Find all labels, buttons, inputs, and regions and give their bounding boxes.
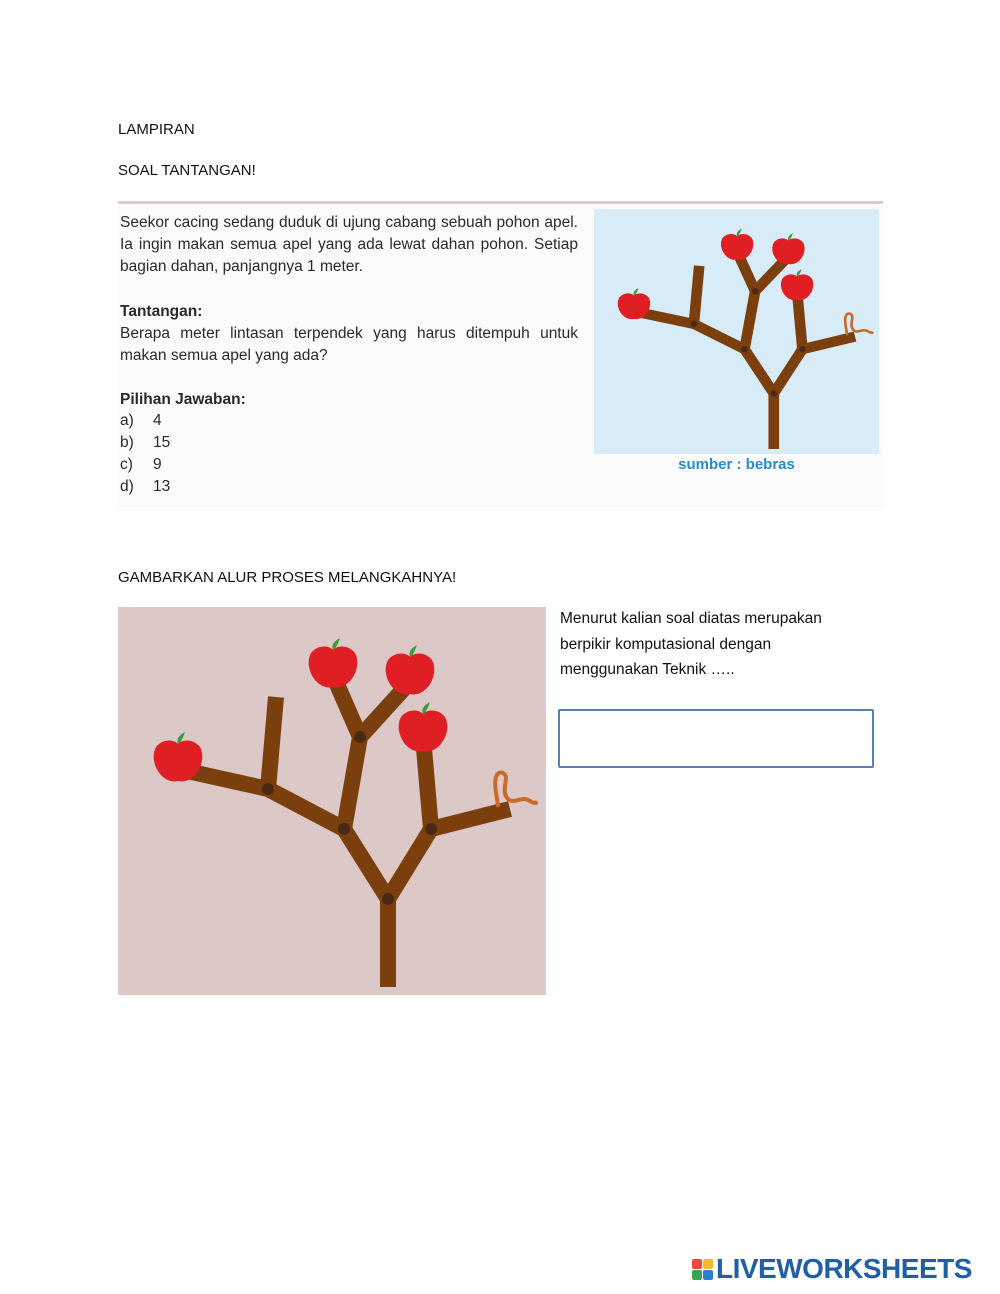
options-label: Pilihan Jawaban: <box>120 391 246 408</box>
source-caption: sumber : bebras <box>678 456 795 473</box>
option-a: a) 4 <box>120 412 162 429</box>
apple-tree-illustration-small <box>594 209 879 454</box>
challenge-text: Berapa meter lintasan terpendek yang harus ditempuh untuk makan semua apel yang ada? <box>120 325 578 364</box>
apple-tree-illustration-large[interactable] <box>118 607 546 995</box>
challenge-label: Tantangan: <box>120 303 203 320</box>
question-text: Seekor cacing sedang duduk di ujung cabang sebuah pohon apel. Ia ingin makan semua apel yang ada lewat dahan pohon. Setiap bagian dahan, panjangnya 1 meter. <box>120 214 578 275</box>
option-d: d) 13 <box>120 478 171 495</box>
heading-soal-tantangan: SOAL TANTANGAN! <box>118 162 256 179</box>
divider <box>118 201 883 204</box>
logo-square-e <box>703 1270 713 1280</box>
liveworksheets-logo[interactable] <box>692 1254 972 1284</box>
logo-square-i <box>703 1259 713 1269</box>
option-c: c) 9 <box>120 456 162 473</box>
heading-gambarkan: GAMBARKAN ALUR PROSES MELANGKAHNYA! <box>118 569 457 586</box>
logo-square-l <box>692 1259 702 1269</box>
answer-input[interactable] <box>558 709 874 768</box>
heading-lampiran: LAMPIRAN <box>118 121 195 138</box>
liveworksheets-icon <box>692 1259 713 1280</box>
side-question-text: Menurut kalian soal diatas merupakan berpikir komputasional dengan menggunakan Teknik ….. <box>560 610 822 678</box>
brand-text: LIVEWORKSHEETS <box>716 1253 972 1284</box>
option-b: b) 15 <box>120 434 171 451</box>
logo-square-v <box>692 1270 702 1280</box>
